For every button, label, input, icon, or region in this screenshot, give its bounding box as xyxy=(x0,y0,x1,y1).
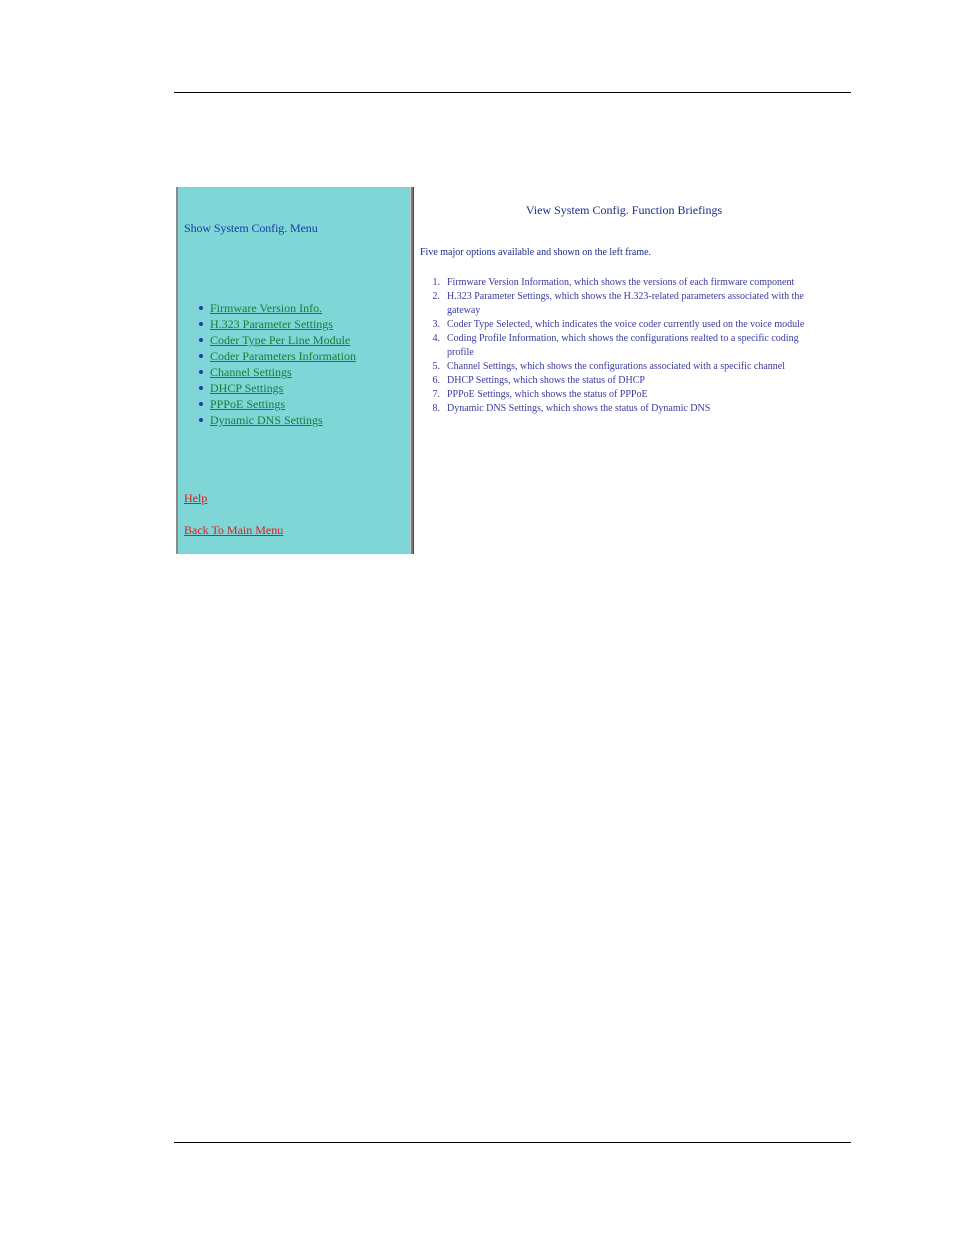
brief-text: Firmware Version Information, which shows the versions of each firmware component xyxy=(447,277,795,288)
brief-text: Coding Profile Information, which shows the configurations realted to a specific coding profile xyxy=(447,333,799,358)
brief-text: Dynamic DNS Settings, which shows the status of Dynamic DNS xyxy=(447,403,711,414)
firmware-version-link[interactable]: Firmware Version Info. xyxy=(210,301,323,315)
brief-text: Coder Type Selected, which indicates the voice coder currently used on the voice module xyxy=(447,319,805,330)
briefings-title: View System Config. Function Briefings xyxy=(525,203,723,217)
frame-splitter[interactable] xyxy=(410,187,414,554)
brief-number: 8. xyxy=(432,403,440,414)
menu-item-h323-parameters xyxy=(196,316,356,332)
pppoe-settings-link[interactable]: PPPoE Settings xyxy=(210,397,286,411)
page-header-rule xyxy=(174,92,851,93)
bullet-icon xyxy=(199,338,203,342)
menu-item-pppoe-settings xyxy=(196,396,356,412)
brief-number: 6. xyxy=(432,375,440,386)
coder-parameters-link[interactable]: Coder Parameters Information xyxy=(210,349,356,363)
bullet-icon xyxy=(199,402,203,406)
menu-item-dynamic-dns xyxy=(196,412,356,428)
briefings-intro: Five major options available and shown on the left frame. xyxy=(420,247,652,258)
brief-text: DHCP Settings, which shows the status of DHCP xyxy=(447,375,645,386)
brief-item xyxy=(420,332,820,360)
brief-number: 4. xyxy=(432,333,440,344)
menu-title: Show System Config. Menu xyxy=(184,221,318,235)
bullet-icon xyxy=(199,418,203,422)
menu-item-channel-settings xyxy=(196,364,356,380)
dhcp-settings-link[interactable]: DHCP Settings xyxy=(210,381,284,395)
menu-item-coder-parameters xyxy=(196,348,356,364)
page-footer-rule xyxy=(174,1142,851,1143)
brief-text: Channel Settings, which shows the configurations associated with a specific channel xyxy=(447,361,785,372)
brief-number: 7. xyxy=(432,389,440,400)
brief-item xyxy=(420,402,820,416)
brief-number: 2. xyxy=(432,291,440,302)
brief-item xyxy=(420,290,820,318)
brief-text: PPPoE Settings, which shows the status of PPPoE xyxy=(447,389,648,400)
bullet-icon xyxy=(199,370,203,374)
back-to-main-menu-link[interactable]: Back To Main Menu xyxy=(184,523,284,537)
h323-parameter-settings-link[interactable]: H.323 Parameter Settings xyxy=(210,317,333,331)
bullet-icon xyxy=(199,354,203,358)
bullet-icon xyxy=(199,322,203,326)
bullet-icon xyxy=(199,306,203,310)
help-link[interactable]: Help xyxy=(184,491,208,505)
brief-item xyxy=(420,276,820,290)
dynamic-dns-settings-link[interactable]: Dynamic DNS Settings xyxy=(210,413,323,427)
bullet-icon xyxy=(199,386,203,390)
menu-item-coder-type xyxy=(196,332,356,348)
menu-item-firmware-version xyxy=(196,300,356,316)
brief-number: 1. xyxy=(432,277,440,288)
config-menu-list xyxy=(196,300,356,428)
channel-settings-link[interactable]: Channel Settings xyxy=(210,365,292,379)
briefings-list xyxy=(420,276,820,416)
brief-item xyxy=(420,360,820,374)
brief-number: 3. xyxy=(432,319,440,330)
brief-item xyxy=(420,318,820,332)
brief-text: H.323 Parameter Settings, which shows the H.323-related parameters associated with the gateway xyxy=(447,291,804,316)
coder-type-link[interactable]: Coder Type Per Line Module xyxy=(210,333,351,347)
brief-number: 5. xyxy=(432,361,440,372)
brief-item xyxy=(420,388,820,402)
brief-item xyxy=(420,374,820,388)
menu-item-dhcp-settings xyxy=(196,380,356,396)
